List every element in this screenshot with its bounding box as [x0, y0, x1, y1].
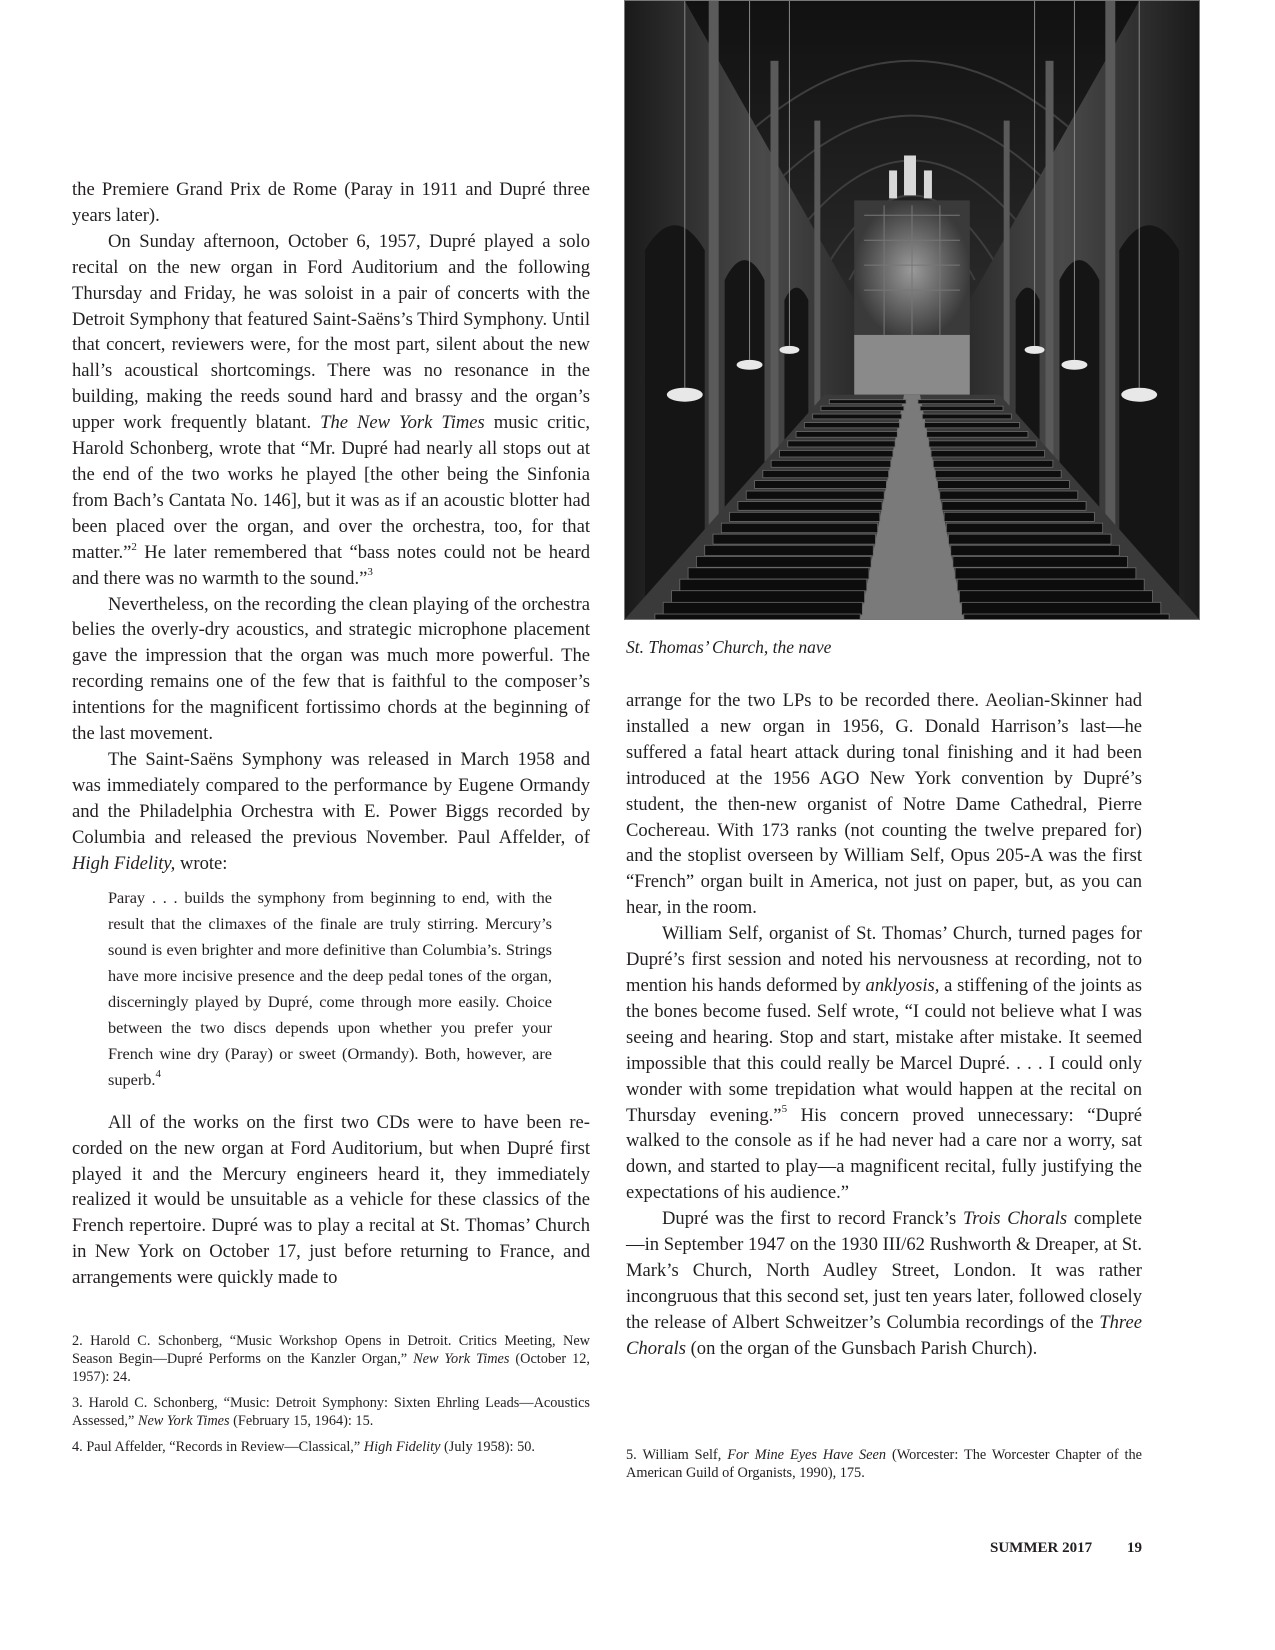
- left-column: [72, 177, 590, 1291]
- paragraph: All of the works on the first two CDs were to have been recorded on the new organ at Ford Auditorium, but when Dupré first played it and the Mercury engineers heard it, they immediately realized it would be unsuitable as a vehicle for these classics of the French repertoire. Dupré was to play a recital at St. Thomas’ Church in New York on October 17, just before returning to France, and arrangements were quickly made to: [72, 1111, 590, 1289]
- pew: [829, 400, 906, 404]
- pew: [663, 602, 862, 615]
- pew: [730, 512, 880, 521]
- publication-title: High Fidelity,: [72, 852, 176, 874]
- pew: [688, 568, 869, 579]
- pew: [940, 491, 1078, 499]
- paragraph: Dupré was the first to record Franck’s Trois Chorals complete—in September 1947 on the 1930 III/62 Rushworth & Dreaper, at St. Mark’s Church, North Audley Street, London. It was rather incongruous that this second set, just ten years later, followed closely the release of Albert Schweitzer’s Columbia recordings of the Three Chorals (on the organ of the Gunsbach Parish Church).: [626, 1208, 1143, 1359]
- pew: [951, 545, 1120, 555]
- pew: [821, 406, 904, 410]
- work-title: Trois Chorals: [962, 1208, 1068, 1230]
- right-column: [626, 688, 1142, 1362]
- pew: [755, 481, 887, 489]
- pew: [788, 441, 895, 447]
- pew: [746, 491, 884, 499]
- footnote-5: 5. William Self, For Mine Eyes Have Seen (Worcester: The Worcester Chapter of the American Guild of Organists, 1990), 175.: [626, 1447, 1142, 1481]
- pew: [922, 414, 1011, 419]
- pew: [925, 423, 1020, 428]
- paragraph: On Sunday afternoon, October 6, 1957, Dupré played a solo recital on the new organ in Ford Auditorium and the following Thursday and Friday, he was soloist in a pair of concerts with the Detroit Symphony that featured Saint-Saëns’s Third Symphony. Until that concert, reviewers were, for the most part, silent about the new hall’s acoustical shortcomings. There was no resonance in the building, making the reeds sound hard and brassy and the organ’s upper work frequently blatant. The New York Times music critic, Harold Schonberg, wrote that “Mr. Dupré had nearly all stops out at the end of the two works he played [the other being the Sinfonia from Bach’s Cantata No. 146], but it was as if an acoustic blotter had been placed over the organ, and over the orchestra, too, for that matter.”$^2$ He later remembered that “bass notes could not be heard and there was no warmth to the sound.”$^3$: [72, 230, 591, 589]
- page-folio: [990, 1540, 1142, 1557]
- footnotes-left: [72, 1332, 590, 1464]
- paragraph: the Premiere Grand Prix de Rome (Paray in 1911 and Dupré three years later).: [72, 179, 590, 226]
- issue-label: SUMMER 2017: [990, 1540, 1093, 1556]
- pew: [933, 460, 1053, 467]
- pew: [959, 591, 1152, 603]
- pew: [962, 602, 1161, 615]
- pew: [920, 406, 1003, 410]
- pew: [964, 614, 1169, 619]
- footnote-ref[interactable]: 2: [131, 540, 137, 553]
- footnote-3: 3. Harold C. Schonberg, “Music: Detroit Symphony: Sixten Ehrling Leads—Acoustics Assessed,” New York Times (February 15, 1964): 15.: [72, 1395, 590, 1429]
- pew: [931, 450, 1044, 457]
- term: anklyosis,: [865, 974, 940, 996]
- pew: [705, 545, 874, 555]
- pew: [929, 441, 1036, 447]
- pew: [672, 591, 865, 603]
- footnote-ref[interactable]: 5: [781, 1103, 788, 1116]
- pew: [738, 502, 882, 511]
- pew: [935, 470, 1061, 477]
- pew: [938, 481, 1070, 489]
- page-number: 19: [1127, 1540, 1142, 1556]
- pew: [957, 579, 1144, 591]
- paragraph: arrange for the two LPs to be recorded there. Aeolian-Skinner had installed a new organ in 1956, G. Donald Harrison’s last—he suffered a fatal heart attack during tonal finishing and it had been introduced at the 1956 AGO New York convention by Dupré’s student, the then-new organist of Notre Dame Cathedral, Pierre Cochereau. With 173 ranks (not counting the twelve prepared for) and the stoplist overseen by William Self, Opus 205-A was the first “French” organ built in America, not just on paper, but, as you can hear, in the room.: [626, 690, 1142, 919]
- pew: [713, 534, 875, 544]
- paragraph: Nevertheless, on the recording the clean playing of the orchestra belies the overly-dry acoustics, and strategic microphone placement gave the impression that the organ was much more powerful. The recording remains one of the few that is faithful to the composer’s intentions for the magnificent fortissimo chords at the beginning of the last movement.: [72, 593, 590, 745]
- paragraph: The Saint-Saëns Symphony was released in March 1958 and was immediately compared to the performance by Eugene Ormandy and the Philadelphia Orchestra with E. Power Biggs recorded by Columbia and released the previous November. Paul Affelder, of High Fidelity, wrote:: [72, 748, 590, 874]
- footnotes-right: [626, 1446, 1142, 1490]
- pew: [942, 502, 1086, 511]
- pew: [944, 512, 1094, 521]
- footnote-ref[interactable]: 4: [155, 1068, 161, 1081]
- pew: [946, 523, 1102, 533]
- pew: [771, 460, 891, 467]
- pew: [655, 614, 860, 619]
- pew: [927, 432, 1028, 438]
- pew: [955, 568, 1136, 579]
- footnote-4: 4. Paul Affelder, “Records in Review—Classical,” High Fidelity (July 1958): 50.: [72, 1439, 535, 1455]
- pew: [721, 523, 877, 533]
- pew: [696, 556, 871, 567]
- pew: [813, 414, 902, 419]
- paragraph: William Self, organist of St. Thomas’ Church, turned pages for Dupré’s first session and noted his nervousness at recording, not to mention his hands deformed by anklyosis, a stiffening of the joints as the bones become fused. Self wrote, “I could not believe what I was seeing and hearing. Stop and start, mistake after mistake. It seemed impossible that this could really be Marcel Dupré. . . . I could only wonder with some trepidation what would happen at the recital on Thursday evening.”$^5$ His concern proved unnecessary: “Dupré walked to the console as if he had never had a care nor a worry, sat down, and started to play—a magnificent recital, fully justifying the expectations of his audience.”: [626, 923, 1142, 1204]
- pew: [763, 470, 889, 477]
- pew: [949, 534, 1111, 544]
- church-nave-photo: [624, 0, 1200, 620]
- block-quote: Paray . . . builds the symphony from beginning to end, with the result that the climaxes of the finale are truly stirring. Mercury’s sound is even brighter and more definitive than Columbia’s. Strings have more incisive presence and the deep pedal tones of the organ, discerningly played by Dupré, come through more easily. Choice between the two discs depends upon whether you prefer your French wine dry (Paray) or sweet (Ormandy). Both, however, are superb.$^4$: [108, 888, 552, 1089]
- pew: [804, 423, 899, 428]
- pew: [680, 579, 867, 591]
- photo-caption: St. Thomas’ Church, the nave: [626, 637, 832, 657]
- pew: [796, 432, 897, 438]
- pew: [953, 556, 1128, 567]
- publication-title: The New York Times: [320, 412, 485, 434]
- pew: [918, 400, 995, 404]
- work-title: Three Chorals: [626, 1311, 1142, 1359]
- footnote-ref[interactable]: 3: [367, 566, 373, 579]
- nave-illustration: [625, 1, 1199, 619]
- pew: [779, 450, 892, 457]
- footnote-2: 2. Harold C. Schonberg, “Music Workshop Opens in Detroit. Critics Meeting, New Season Begin—Dupré Performs on the Kanzler Organ,” New York Times (October 12, 1957): 24.: [72, 1333, 590, 1385]
